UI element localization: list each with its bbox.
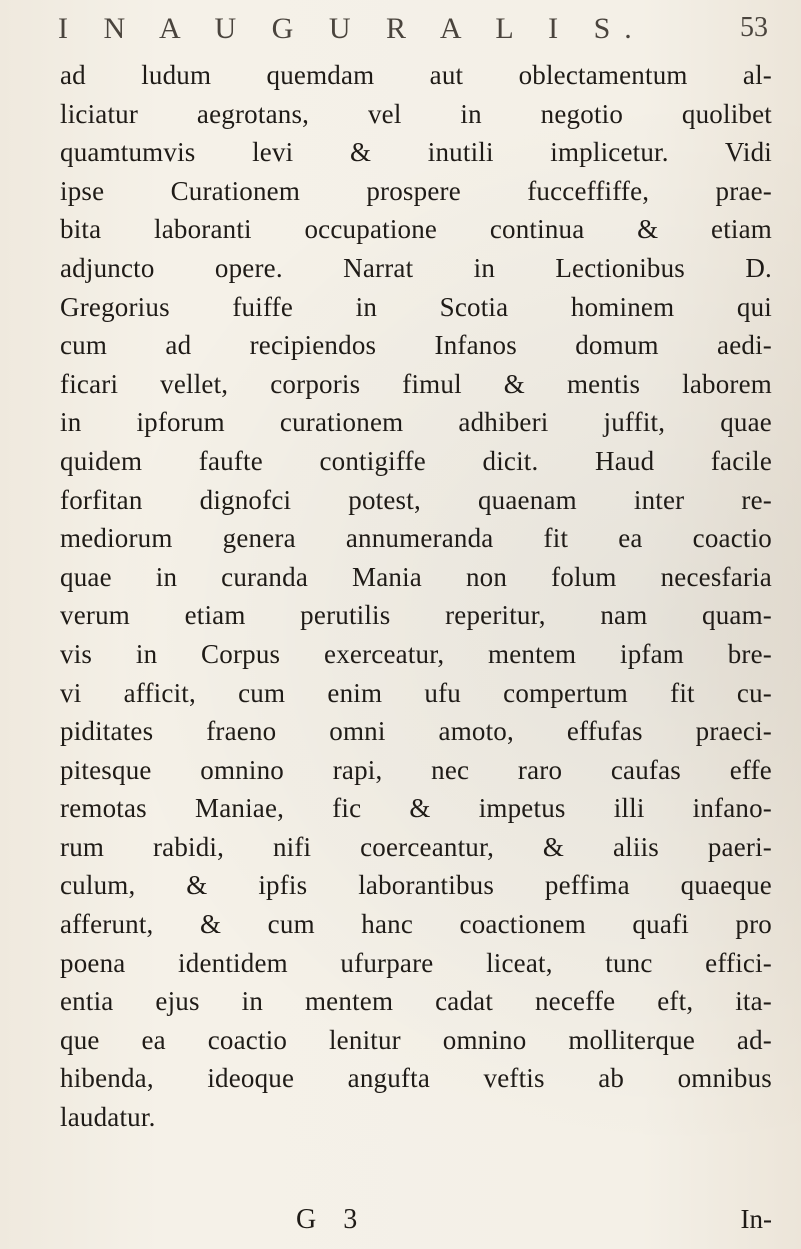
text-line: remotas Maniae, fic & impetus illi infano- bbox=[60, 793, 772, 824]
text-line: hibenda, ideoque angufta veftis ab omnibus bbox=[60, 1063, 772, 1094]
text-line: afferunt, & cum hanc coactionem quafi pro bbox=[60, 909, 772, 940]
text-line: rum rabidi, nifi coerceantur, & aliis paeri- bbox=[60, 831, 772, 862]
text-line: pitesque omnino rapi, nec raro caufas effe bbox=[60, 754, 772, 785]
text-line: adjuncto opere. Narrat in Lectionibus D. bbox=[60, 252, 772, 283]
text-line: ad ludum quemdam aut oblectamentum al- bbox=[60, 60, 772, 90]
text-line: piditates fraeno omni amoto, effufas praeci- bbox=[60, 716, 772, 747]
body-text bbox=[60, 56, 772, 1137]
text-line: quidem faufte contigiffe dicit. Haud facile bbox=[60, 445, 772, 476]
signature-mark: G 3 bbox=[296, 1204, 368, 1235]
text-line: forfitan dignofci potest, quaenam inter re- bbox=[60, 484, 772, 515]
text-line: culum, & ipfis laborantibus peffima quaeque bbox=[60, 870, 772, 901]
text-line: laudatur. bbox=[60, 1102, 156, 1133]
text-line: ficari vellet, corporis fimul & mentis laborem bbox=[60, 368, 772, 399]
text-line: mediorum genera annumeranda fit ea coactio bbox=[60, 523, 772, 554]
text-line: vis in Corpus exerceatur, mentem ipfam bre- bbox=[60, 638, 772, 669]
text-line: in ipforum curationem adhiberi juffit, quae bbox=[60, 407, 772, 438]
text-line: liciatur aegrotans, vel in negotio quolibet bbox=[60, 98, 772, 129]
text-line: bita laboranti occupatione continua & etiam bbox=[60, 214, 772, 245]
text-line: quamtumvis levi & inutili implicetur. Vidi bbox=[60, 137, 772, 168]
text-line: poena identidem ufurpare liceat, tunc effici- bbox=[60, 947, 772, 978]
text-line: ipse Curationem prospere fucceffiffe, prae- bbox=[60, 175, 772, 206]
text-line: vi afficit, cum enim ufu compertum fit cu- bbox=[60, 677, 772, 708]
catchword: In- bbox=[740, 1204, 772, 1234]
text-line: que ea coactio lenitur omnino molliterque ad- bbox=[60, 1024, 772, 1055]
text-line: Gregorius fuiffe in Scotia hominem qui bbox=[60, 291, 772, 322]
page-number: 53 bbox=[740, 12, 768, 43]
text-line: cum ad recipiendos Infanos domum aedi- bbox=[60, 330, 772, 361]
running-title: I N A U G U R A L I S. bbox=[58, 12, 646, 45]
page-footer bbox=[60, 1204, 772, 1244]
text-line: quae in curanda Mania non folum necesfaria bbox=[60, 561, 772, 592]
running-head bbox=[58, 12, 768, 52]
text-line: verum etiam perutilis reperitur, nam quam- bbox=[60, 600, 772, 631]
text-line: entia ejus in mentem cadat neceffe eft, ita- bbox=[60, 986, 772, 1017]
